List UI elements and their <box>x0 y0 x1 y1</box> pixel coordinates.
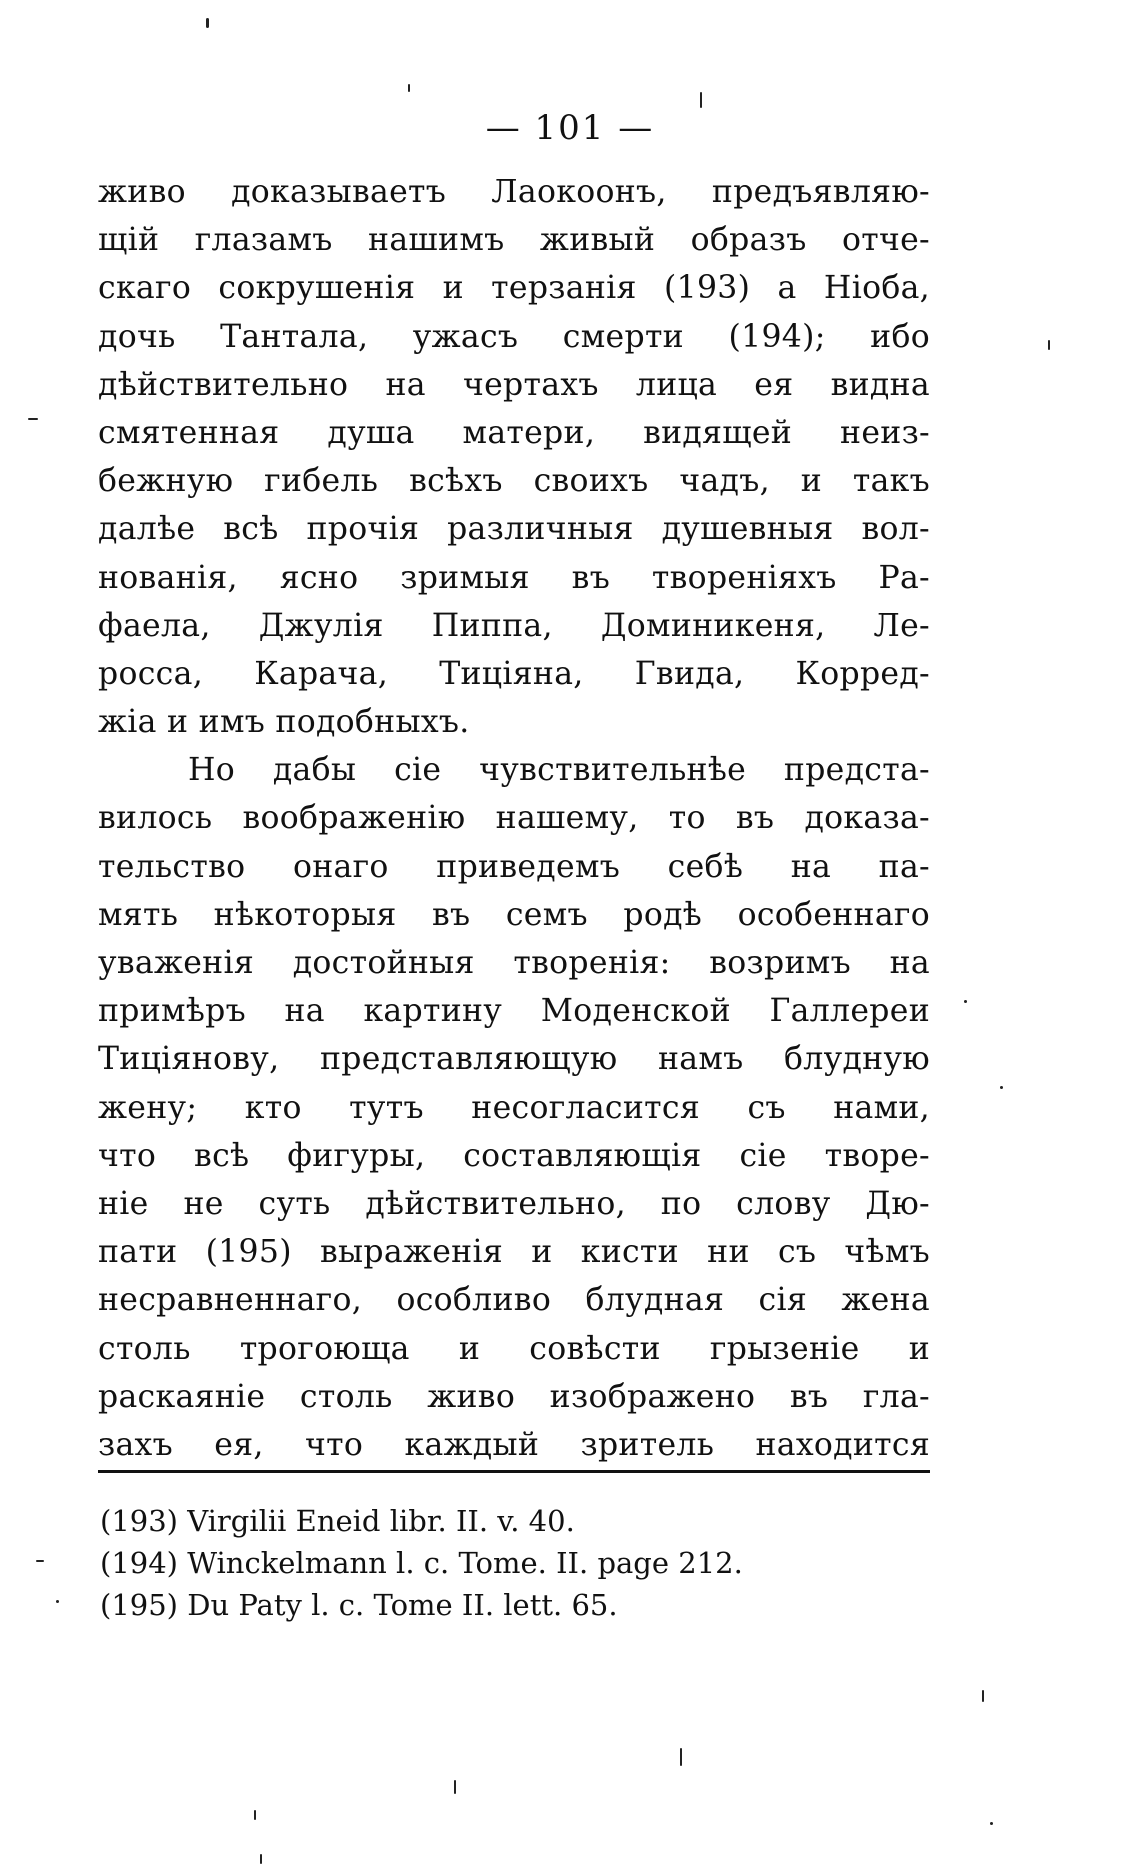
text-line: росса, Карача, Тиціяна, Гвида, Корред- <box>98 655 930 692</box>
text-line: жену; кто тутъ несогласится съ нами, <box>98 1089 930 1126</box>
text-line: далѣе всѣ прочія различныя душевныя вол- <box>98 511 930 548</box>
footnote: (194) Winckelmann l. c. Tome. II. page 212. <box>100 1546 743 1580</box>
text-line: смятенная душа матери, видящей неиз- <box>98 414 930 451</box>
text-line: примѣръ на картину Моденской Галлереи <box>98 993 930 1030</box>
text-line: раскаяніе столь живо изображено въ гла- <box>98 1378 930 1415</box>
text-line: живо доказываетъ Лаокоонъ, предъявляю- <box>98 174 930 210</box>
text-line: столь трогоюща и совѣсти грызеніе и <box>98 1330 930 1367</box>
text-line: Но дабы сіе чувствительнѣе предста- <box>188 752 930 789</box>
text-line: вилось воображенію нашему, то въ доказа- <box>98 800 930 837</box>
text-line: бежную гибель всѣхъ своихъ чадъ, и такъ <box>98 463 930 500</box>
text-line: дѣйствительно на чертахъ лица ея видна <box>98 366 930 403</box>
text-line: дочь Тантала, ужасъ смерти (194); ибо <box>98 318 930 355</box>
text-line: щій глазамъ нашимъ живый образъ отче- <box>98 222 930 259</box>
text-line: уваженія достойныя творенія: возримъ на <box>98 945 930 981</box>
text-line: мять нѣкоторыя въ семъ родѣ особеннаго <box>98 896 930 933</box>
body-text <box>98 168 930 1469</box>
footnote: (195) Du Paty l. c. Tome II. lett. 65. <box>100 1588 618 1622</box>
text-line: фаела, Джулія Пиппа, Доминикеня, Ле- <box>98 607 930 644</box>
footnote: (193) Virgilii Eneid libr. II. v. 40. <box>100 1504 575 1538</box>
text-line: Тиціянову, представляющую намъ блудную <box>98 1041 930 1078</box>
footnote-separator-rule <box>98 1470 930 1473</box>
text-line: скаго сокрушенія и терзанія (193) а Ніоба, <box>98 270 930 307</box>
text-line: несравненнаго, особливо блудная сія жена <box>98 1282 930 1319</box>
page-number: — 101 — <box>485 108 655 148</box>
text-line: ніе не суть дѣйствительно, по слову Дю- <box>98 1185 930 1222</box>
text-line: нованія, ясно зримыя въ твореніяхъ Ра- <box>98 559 930 596</box>
text-line: захъ ея, что каждый зритель находится <box>98 1426 930 1463</box>
text-line: тельство онаго приведемъ себѣ на па- <box>98 848 930 885</box>
text-line: пати (195) выраженія и кисти ни съ чѣмъ <box>98 1234 930 1271</box>
footnotes <box>100 1500 930 1626</box>
text-line: жіа и имъ подобныхъ. <box>98 704 470 741</box>
text-line: что всѣ фигуры, составляющія сіе творе- <box>98 1137 930 1174</box>
